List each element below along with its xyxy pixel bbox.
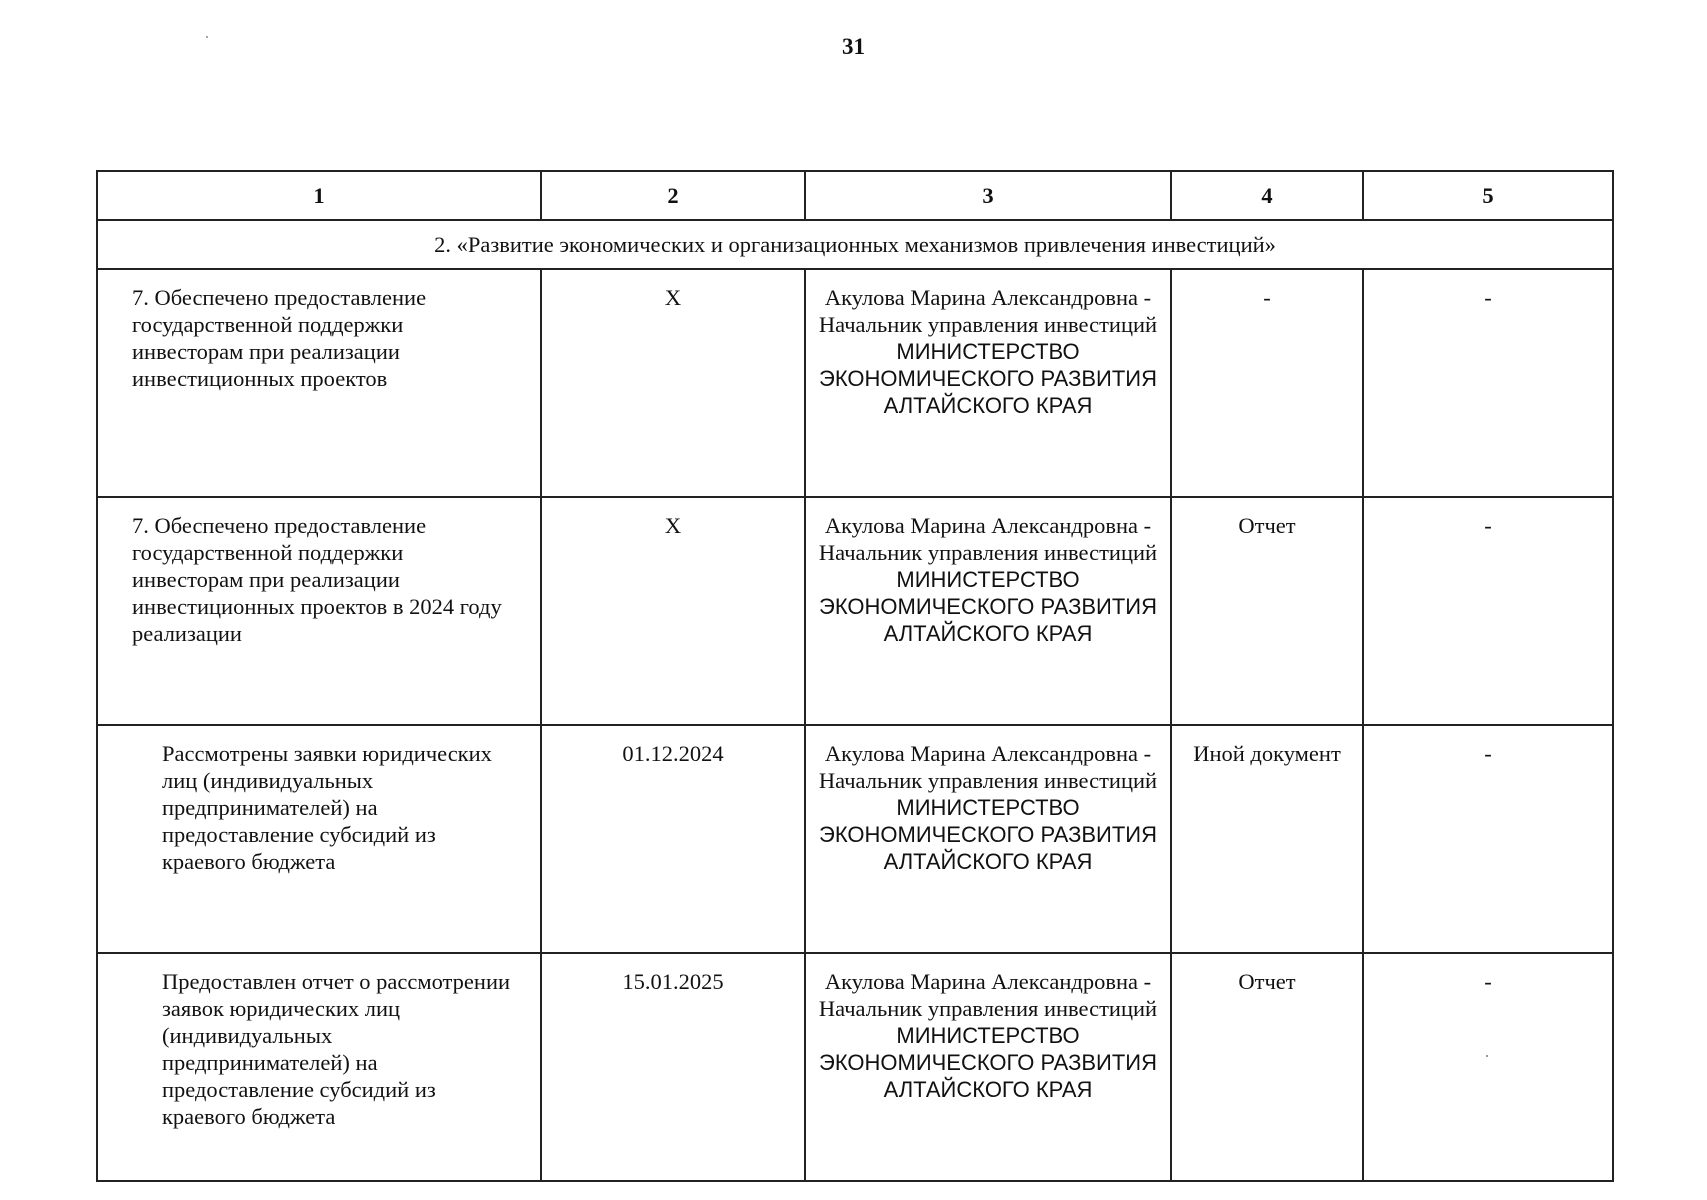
table-row	[97, 497, 1613, 725]
table-row	[97, 269, 1613, 497]
responsible-cell	[805, 497, 1171, 725]
table-row	[97, 725, 1613, 953]
column-number-5: 5	[1363, 171, 1613, 220]
control-date: 01.12.2024	[541, 725, 805, 953]
section-title: 2. «Развитие экономических и организационных механизмов привлечения инвестиций»	[97, 220, 1613, 269]
info-system: -	[1363, 725, 1613, 953]
responsible-cell	[805, 269, 1171, 497]
result-description: Рассмотрены заявки юридических лиц (индивидуальных предпринимателей) на предоставление субсидий из краевого бюджета	[97, 725, 541, 953]
responsible-cell	[805, 725, 1171, 953]
responsible-organization: МИНИСТЕРСТВО ЭКОНОМИЧЕСКОГО РАЗВИТИЯ АЛТАЙСКОГО КРАЯ	[819, 1023, 1157, 1102]
responsible-organization: МИНИСТЕРСТВО ЭКОНОМИЧЕСКОГО РАЗВИТИЯ АЛТАЙСКОГО КРАЯ	[819, 339, 1157, 418]
table-header-row	[97, 171, 1613, 220]
document-type: Иной документ	[1171, 725, 1363, 953]
info-system: -	[1363, 269, 1613, 497]
control-date: 15.01.2025	[541, 953, 805, 1181]
responsible-organization: МИНИСТЕРСТВО ЭКОНОМИЧЕСКОГО РАЗВИТИЯ АЛТАЙСКОГО КРАЯ	[819, 795, 1157, 874]
document-type: Отчет	[1171, 497, 1363, 725]
responsible-cell	[805, 953, 1171, 1181]
result-description: Предоставлен отчет о рассмотрении заявок юридических лиц (индивидуальных предпринимателей) на предоставление субсидий из краевого бюджета	[97, 953, 541, 1181]
column-number-2: 2	[541, 171, 805, 220]
responsible-person: Акулова Марина Александровна - Начальник управления инвестиций	[818, 285, 1158, 337]
responsible-organization: МИНИСТЕРСТВО ЭКОНОМИЧЕСКОГО РАЗВИТИЯ АЛТАЙСКОГО КРАЯ	[819, 567, 1157, 646]
responsible-person: Акулова Марина Александровна - Начальник управления инвестиций	[818, 513, 1158, 565]
scan-speck	[1486, 1055, 1488, 1057]
info-system: -	[1363, 953, 1613, 1181]
info-system: -	[1363, 497, 1613, 725]
plan-table	[96, 170, 1612, 1182]
table-row	[97, 953, 1613, 1181]
column-number-4: 4	[1171, 171, 1363, 220]
result-description: 7. Обеспечено предоставление государственной поддержки инвесторам при реализации инвестиционных проектов	[97, 269, 541, 497]
control-date: Х	[541, 497, 805, 725]
document-type: Отчет	[1171, 953, 1363, 1181]
responsible-person: Акулова Марина Александровна - Начальник управления инвестиций	[818, 741, 1158, 793]
column-number-3: 3	[805, 171, 1171, 220]
document-type: -	[1171, 269, 1363, 497]
section-row	[97, 220, 1613, 269]
control-date: Х	[541, 269, 805, 497]
result-description: 7. Обеспечено предоставление государственной поддержки инвесторам при реализации инвестиционных проектов в 2024 году реализации	[97, 497, 541, 725]
responsible-person: Акулова Марина Александровна - Начальник управления инвестиций	[818, 969, 1158, 1021]
column-number-1: 1	[97, 171, 541, 220]
page-number: 31	[842, 34, 865, 59]
